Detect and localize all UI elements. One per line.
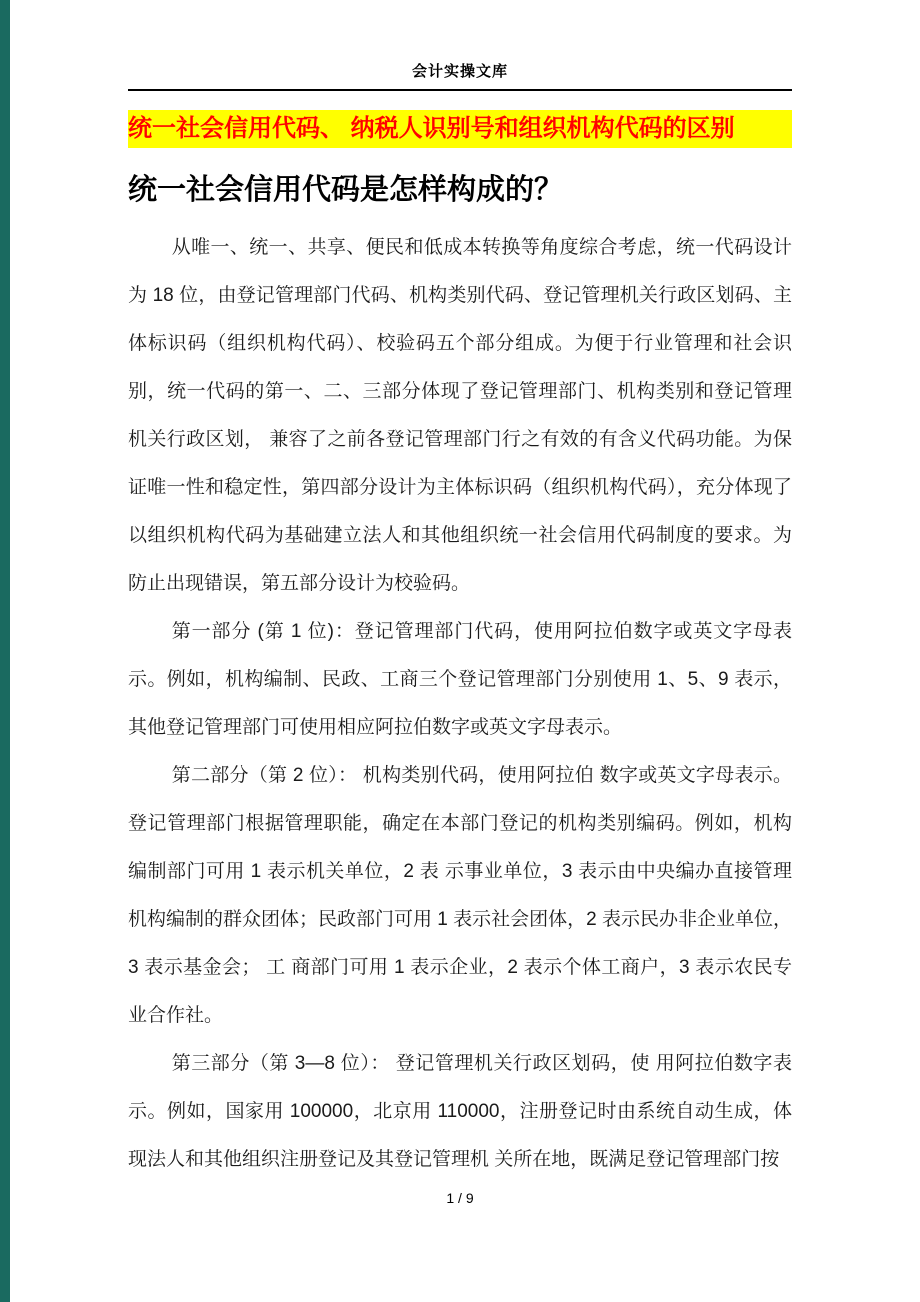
- page-header: [128, 60, 792, 91]
- paragraph-4: 第三部分（第 3—8 位）： 登记管理机关行政区划码，使 用阿拉伯数字表示。例如，国家用 100000，北京用 110000，注册登记时由系统自动生成，体现法人和其他组织注册登记及其登记管理机 关所在地，既满足登记管理部门按: [128, 1053, 792, 1170]
- page-footer: [0, 1190, 920, 1206]
- document-title: 统一社会信用代码、 纳税人识别号和组织机构代码的区别: [128, 110, 792, 148]
- left-edge-strip: [0, 0, 10, 1302]
- page-number: 1 / 9: [446, 1190, 474, 1206]
- paragraph-3: 第二部分（第 2 位）： 机构类别代码，使用阿拉伯 数字或英文字母表示。登记管理部门根据管理职能，确定在本部门登记的机构类别编码。例如，机构编制部门可用 1 表示机关单位，2 表 示事业单位，3 表示由中央编办直接管理机构编制的群众团体；民政部门可用 1 表示社会团体，2 表示民办非企业单位，3 表示基金会； 工 商部门可用 1 表示企业，2 表示个体工商户，3 表示农民专业合作社。: [128, 765, 792, 1026]
- section-heading: 统一社会信用代码是怎样构成的？: [128, 174, 564, 206]
- document-content: [128, 104, 792, 1184]
- paragraph-1: 从唯一、统一、共享、便民和低成本转换等角度综合考虑，统一代码设计为 18 位，由登记管理部门代码、机构类别代码、登记管理机关行政区划码、主体标识码（组织机构代码）、校验码五个部分组成。为便于行业管理和社会识别，统一代码的第一、二、三部分体现了登记管理部门、机构类别和登记管理机关行政区划， 兼容了之前各登记管理部门行之有效的有含义代码功能。为保证唯一性和稳定性，第四部分设计为主体标识码（组织机构代码），充分体现了以组织机构代码为基础建立法人和其他组织统一社会信用代码制度的要求。为防止出现错误，第五部分设计为校验码。: [128, 237, 792, 594]
- paragraph-2: 第一部分 (第 1 位)：登记管理部门代码，使用阿拉伯数字或英文字母表示。例如，机构编制、民政、工商三个登记管理部门分别使用 1、5、9 表示，其他登记管理部门可使用相应阿拉伯数字或英文字母表示。: [128, 621, 792, 738]
- header-text: 会计实操文库: [411, 63, 508, 80]
